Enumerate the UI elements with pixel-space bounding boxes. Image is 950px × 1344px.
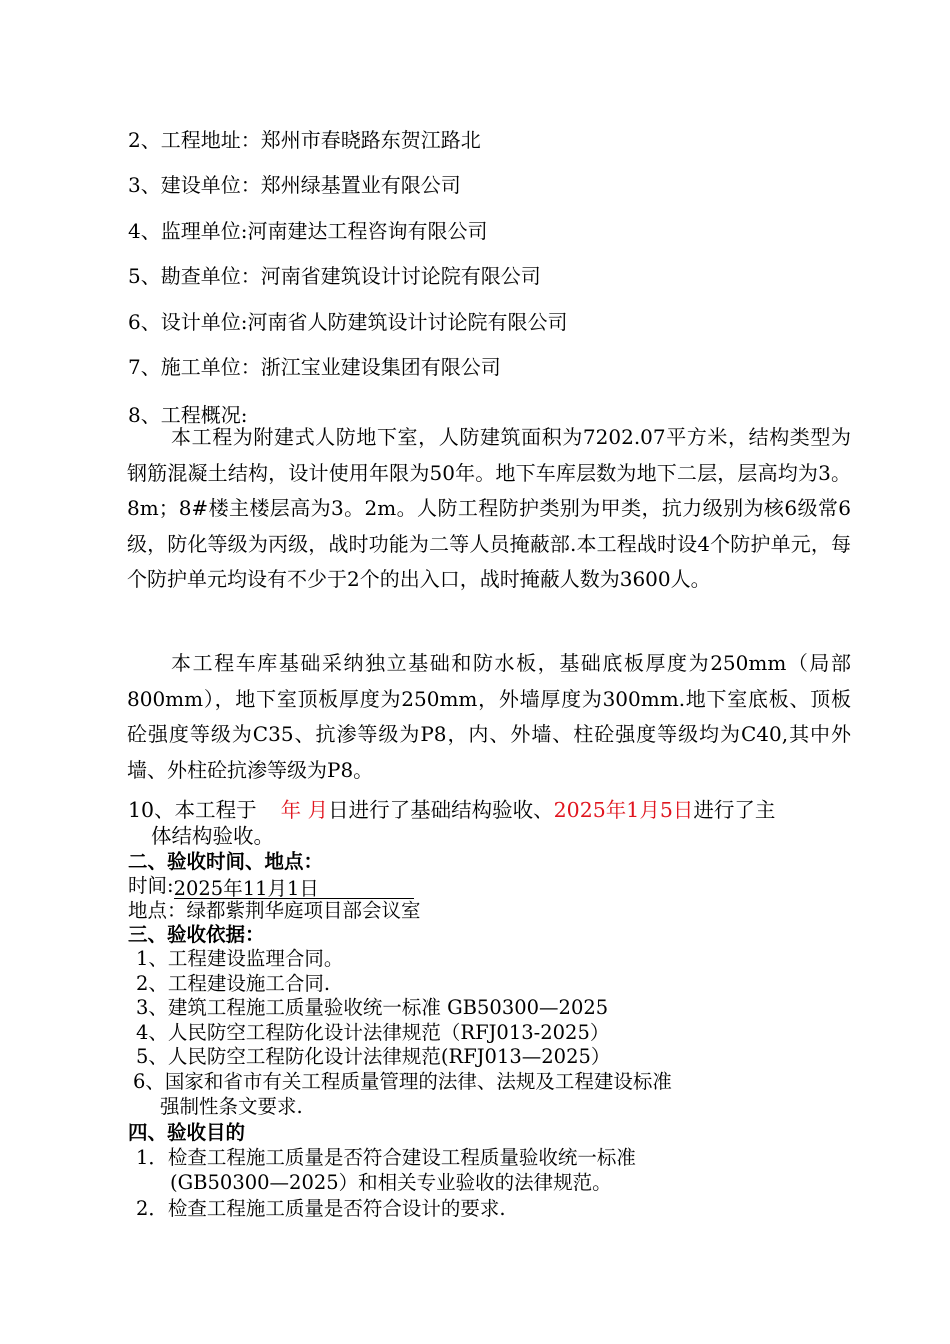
- structure-acceptance-date: 2025年1月5日: [553, 798, 694, 822]
- info-item-designer: 6、设计单位:河南省人防建筑设计讨论院有限公司: [128, 310, 568, 334]
- acceptance-time: 时间:2025年11月1日: [128, 873, 414, 899]
- overview-paragraph-1: 本工程为附建式人防地下室，人防建筑面积为7202.07平方米，结构类型为钢筋混凝土结构，设计使用年限为50年。地下车库层数为地下二层，层高均为3。8m；8#楼主楼层高为3。2m。人防工程防护类别为甲类，抗力级别为核6级常6级，防化等级为丙级，战时功能为二等人员掩蔽部.本工程战时设4个防护单元，每个防护单元均设有不少于2个的出入口，战时掩蔽人数为3600人。: [127, 425, 851, 591]
- foundation-acceptance-date: 年 月: [280, 798, 329, 822]
- section4-heading: 四、验收目的: [128, 1121, 246, 1144]
- basis-item: 5、人民防空工程防化设计法律规范(RFJ013—2025）: [136, 1045, 611, 1068]
- info-item-contractor: 7、施工单位：浙江宝业建设集团有限公司: [128, 355, 501, 379]
- acceptance-place: 地点：绿都紫荆华庭项目部会议室: [128, 899, 421, 922]
- info-item-survey: 5、勘查单位：河南省建筑设计讨论院有限公司: [128, 264, 541, 288]
- basis-item: 3、建筑工程施工质量验收统一标准 GB50300—2025: [136, 996, 609, 1019]
- section2-heading: 二、验收时间、地点：: [128, 850, 324, 873]
- basis-item: 1、工程建设监理合同。: [136, 947, 344, 970]
- info-item-supervisor: 4、监理单位:河南建达工程咨询有限公司: [128, 219, 488, 243]
- purpose-item: 2．检查工程施工质量是否符合设计的要求.: [136, 1197, 506, 1220]
- basis-item: 2、工程建设施工合同.: [136, 972, 331, 995]
- info-item-address: 2、工程地址：郑州市春晓路东贺江路北: [128, 128, 481, 152]
- basis-item-cont: 强制性条文要求.: [160, 1095, 303, 1118]
- acceptance-history-cont: 体结构验收。: [151, 824, 274, 848]
- basis-item: 4、人民防空工程防化设计法律规范（RFJ013-2025）: [136, 1021, 610, 1044]
- purpose-item-cont: (GB50300—2025）和相关专业验收的法律规范。: [170, 1171, 612, 1194]
- purpose-item: 1．检查工程施工质量是否符合建设工程质量验收统一标准: [136, 1146, 636, 1169]
- section3-heading: 三、验收依据：: [128, 923, 265, 946]
- overview-heading: 8、工程概况:: [128, 403, 248, 427]
- info-item-developer: 3、建设单位：郑州绿基置业有限公司: [128, 173, 461, 197]
- basis-item: 6、国家和省市有关工程质量管理的法律、法规及工程建设标准: [133, 1070, 672, 1093]
- overview-paragraph-2: 本工程车库基础采纳独立基础和防水板，基础底板厚度为250mm（局部800mm），地下室顶板厚度为250mm，外墙厚度为300mm.地下室底板、顶板砼强度等级为C35、抗渗等级为P8，内、外墙、柱砼强度等级均为C40,其中外墙、外柱砼抗渗等级为P8。: [127, 651, 851, 782]
- time-value: 2025年11月1日: [174, 876, 414, 899]
- acceptance-history: 10、本工程于 年 月日进行了基础结构验收、2025年1月5日进行了主: [128, 798, 776, 822]
